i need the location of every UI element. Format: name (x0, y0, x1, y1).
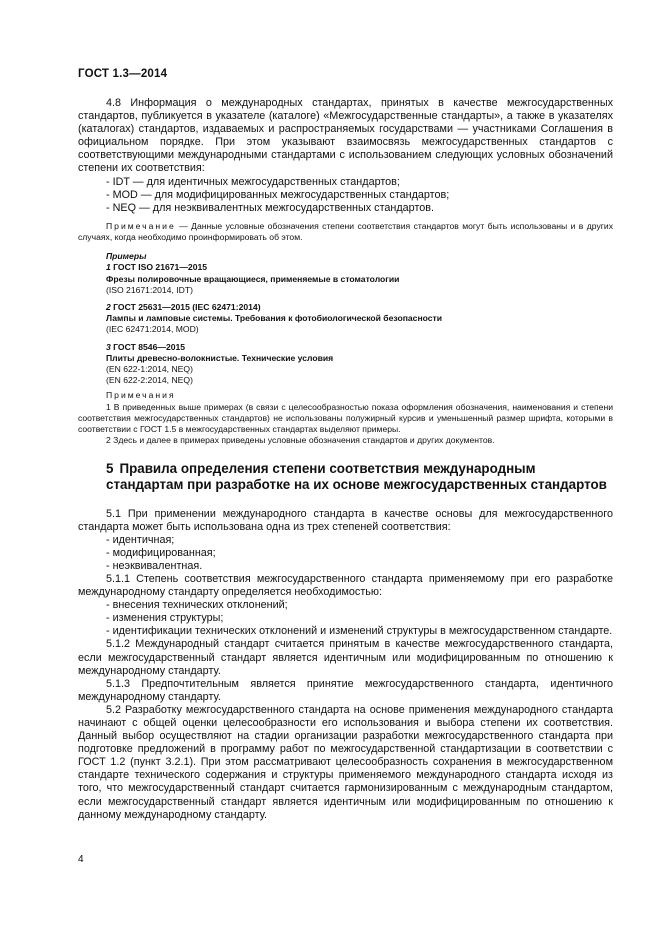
page-number: 4 (78, 854, 84, 865)
list-item-tech-deviations: - внесения технических отклонений; (106, 599, 288, 612)
notes-2-item-1: 1 В приведенных выше примерах (в связи с целесообразностью показа оформления обозначения, наименования и степени соответствия межгосударственных стандартов) не использованы полужирный курсив и уменьшенный размер шрифта, которыми в соответствии с ГОСТ 1.5 в межгосударственных стандартах выделяют примеры. (78, 401, 613, 435)
note-1-text: — Данные условные обозначения степени соответствия стандартов могут быть использованы и в других случаях, когда необходимо проинформировать об этом. (78, 220, 613, 243)
paragraph-5-1: 5.1 При применении международного стандарта в качестве основы для межгосударственного стандарта может быть использована одна из трех степеней соответствия: (78, 507, 613, 533)
example-2-ref: (IEC 62471:2014, MOD) (106, 324, 199, 335)
list-item-idt: - IDT — для идентичных межгосударственных стандартов; (106, 175, 400, 188)
example-3-code-line: 3 ГОСТ 8546—2015 (106, 341, 186, 352)
example-3-ref-1: (EN 622-1:2014, NEQ) (106, 364, 193, 375)
list-item-modified: - модифицированная; (106, 546, 216, 559)
document-body (78, 97, 613, 822)
example-3-title: Плиты древесно-волокнистые. Технические условия (106, 352, 334, 363)
paragraph-5-1-1: 5.1.1 Степень соответствия межгосударственного стандарта применяемому при его разработке международному стандарту определяется необходимостью: (78, 572, 613, 599)
list-item-identical: - идентичная; (106, 533, 175, 546)
section-5-heading (78, 461, 613, 494)
list-item-neq: - NEQ — для неэквивалентных межгосударственных стандартов. (106, 201, 435, 214)
examples-heading: Примеры (106, 251, 147, 262)
paragraph-5-1-3: 5.1.3 Предпочтительным является принятие межгосударственного стандарта, идентичного международному стандарту. (78, 677, 613, 703)
notes-2-item-2: 2 Здесь и далее в примерах приведены условные обозначения стандартов и других документов. (106, 435, 495, 446)
paragraph-4-8: 4.8 Информация о международных стандартах, принятых в качестве межгосударственных стандартов, публикуется в указателе (каталоге) «Межгосударственные стандарты», а также в указателях (каталогах) стандартов, издаваемых и распространяемых государствами — участниками Соглашения в официальном порядке. При этом указывают взаимосвязь межгосударственных стандартов с соответствующими международными стандартами с использованием следующих условных обозначений степени их соответствия: (78, 97, 613, 175)
list-item-identification: - идентификации технических отклонений и изменений структуры в межгосударственном стандарте. (106, 625, 613, 638)
example-2-code-line: 2 ГОСТ 25631—2015 (IEC 62471:2014) (106, 302, 261, 313)
note-1-label: Примечание (106, 220, 176, 231)
example-3-ref-2: (EN 622-2:2014, NEQ) (106, 375, 193, 386)
example-1-code-line: 1 ГОСТ ISO 21671—2015 (106, 262, 208, 273)
paragraph-5-2: 5.2 Разработку межгосударственного стандарта на основе применения международного стандарта начинают с общей оценки целесообразности его использования и выбора степени их соответствия. Данный выбор осуществляют на стадии организации разработки межгосударственного стандарта при подготовке предложений в программу работ по межгосударственной стандартизации в соответствии с ГОСТ 1.2 (пункт 3.2.1). При этом рассматривают целесообразность сохранения в межгосударственном стандарте технического содержания и структуры применяемого международного стандарта исходя из того, что межгосударственный стандарт считается гармонизированным с международным стандартом, если межгосударственный стандарт является идентичным или модифицированным по отношению к данному международному стандарту. (78, 703, 613, 821)
paragraph-5-1-2: 5.1.2 Международный стандарт считается принятым в качестве межгосударственного стандарта, если межгосударственный стандарт является идентичным или модифицированным по отношению к международному стандарту. (78, 638, 613, 677)
example-2-code: ГОСТ 25631—2015 (IEC 62471:2014) (113, 302, 261, 313)
example-1-code: ГОСТ ISO 21671—2015 (113, 262, 208, 273)
examples-block (78, 251, 613, 446)
list-item-structure-change: - изменения структуры; (106, 612, 224, 625)
list-item-non-equivalent: - неэквивалентная. (106, 559, 203, 572)
note-1 (78, 221, 613, 243)
document-header: ГОСТ 1.3—2014 (78, 68, 168, 80)
example-1-title: Фрезы полировочные вращающиеся, применяемые в стоматологии (106, 273, 400, 284)
section-5-number: 5 (106, 460, 114, 476)
notes-2-label: Примечания (106, 390, 176, 401)
example-3-code: ГОСТ 8546—2015 (113, 341, 186, 352)
example-1-ref: (ISO 21671:2014, IDT) (106, 284, 193, 295)
list-item-mod: - MOD — для модифицированных межгосударственных стандартов; (106, 188, 450, 201)
example-2-title: Лампы и ламповые системы. Требования к фотобиологической безопасности (106, 313, 443, 324)
section-5-title: Правила определения степени соответствия международным стандартам при разработке на их основе межгосударственных стандартов (106, 460, 607, 492)
